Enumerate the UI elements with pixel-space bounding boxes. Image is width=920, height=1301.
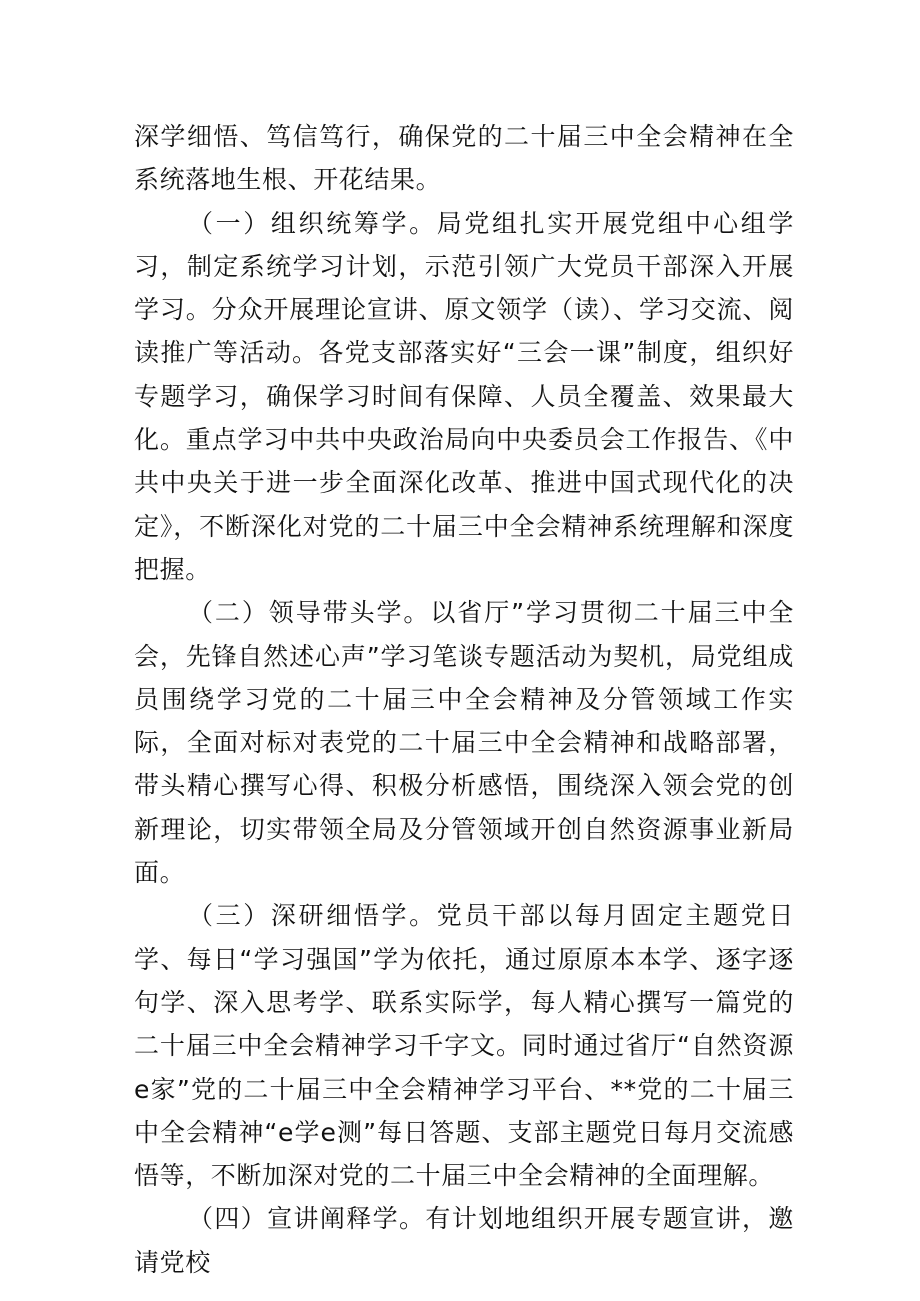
- paragraph-continuation: 深学细悟、笃信笃行，确保党的二十届三中全会精神在全系统落地生根、开花结果。: [134, 122, 794, 195]
- paragraph-leadership-study: （二）领导带头学。以省厅”学习贯彻二十届三中全会，先锋自然述心声”学习笔谈专题活动为契机，局党组成员围绕学习党的二十届三中全会精神及分管领域工作实际，全面对标对表党的二十届三中全会精神和战略部署，带头精心撰写心得、积极分析感悟，围绕深入领会党的创新理论，切实带领全局及分管领域开创自然资源事业新局面。: [134, 598, 794, 888]
- paragraph-lecture-study: （四）宣讲阐释学。有计划地组织开展专题宣讲，邀请党校: [134, 1204, 794, 1277]
- document-body: [134, 115, 794, 1284]
- paragraph-deep-study: （三）深研细悟学。党员干部以每月固定主题党日学、每日“学习强国”学为依托，通过原原本本学、逐字逐句学、深入思考学、联系实际学，每人精心撰写一篇党的二十届三中全会精神学习千字文。同时通过省厅“自然资源e家”党的二十届三中全会精神学习平台、**党的二十届三中全会精神“e学e测”每日答题、支部主题党日每月交流感悟等，不断加深对党的二十届三中全会精神的全面理解。: [134, 901, 794, 1191]
- paragraph-organize-study: （一）组织统筹学。局党组扎实开展党组中心组学习，制定系统学习计划，示范引领广大党员干部深入开展学习。分众开展理论宣讲、原文领学（读）、学习交流、阅读推广等活动。各党支部落实好“三会一课”制度，组织好专题学习，确保学习时间有保障、人员全覆盖、效果最大化。重点学习中共中央政治局向中央委员会工作报告、《中共中央关于进一步全面深化改革、推进中国式现代化的决定》，不断深化对党的二十届三中全会精神系统理解和深度把握。: [134, 208, 794, 584]
